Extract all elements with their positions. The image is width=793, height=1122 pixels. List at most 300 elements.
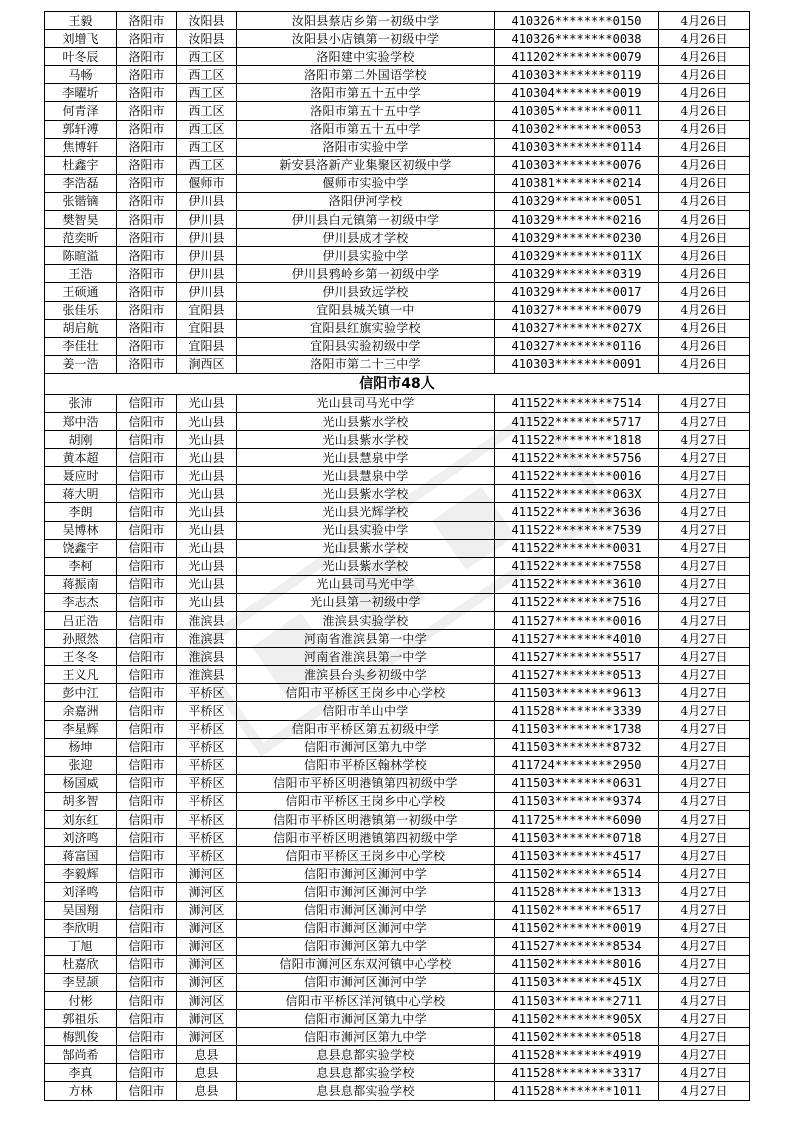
exam-date-cell: 4月27日	[659, 1046, 750, 1064]
exam-date-cell: 4月26日	[659, 229, 750, 247]
student-name-cell: 焦博轩	[45, 138, 117, 156]
id-number-cell: 411502********6517	[495, 901, 659, 919]
city-cell: 洛阳市	[117, 66, 177, 84]
city-cell: 洛阳市	[117, 48, 177, 66]
id-number-cell: 411522********0016	[495, 467, 659, 485]
student-name-cell: 郜尚希	[45, 1046, 117, 1064]
student-name-cell: 胡刚	[45, 431, 117, 449]
school-cell: 信阳市浉河区浉河中学	[237, 883, 495, 901]
exam-date-cell: 4月27日	[659, 774, 750, 792]
student-name-cell: 李真	[45, 1064, 117, 1082]
table-row	[45, 84, 750, 102]
school-cell: 光山县紫水学校	[237, 557, 495, 575]
exam-date-cell: 4月27日	[659, 521, 750, 539]
district-cell: 西工区	[177, 120, 237, 138]
id-number-cell: 411522********063X	[495, 485, 659, 503]
school-cell: 淮滨县实验学校	[237, 612, 495, 630]
student-name-cell: 蒋富国	[45, 847, 117, 865]
table-row	[45, 720, 750, 738]
table-row	[45, 1082, 750, 1100]
id-number-cell: 411724********2950	[495, 756, 659, 774]
school-cell: 洛阳市实验中学	[237, 138, 495, 156]
city-cell: 信阳市	[117, 666, 177, 684]
city-cell: 信阳市	[117, 756, 177, 774]
city-cell: 信阳市	[117, 521, 177, 539]
exam-date-cell: 4月27日	[659, 557, 750, 575]
school-cell: 信阳市平桥区王岗乡中心学校	[237, 792, 495, 810]
id-number-cell: 410329********0017	[495, 283, 659, 301]
school-cell: 光山县紫水学校	[237, 485, 495, 503]
student-name-cell: 杜鑫宇	[45, 156, 117, 174]
school-cell: 伊川县白元镇第一初级中学	[237, 211, 495, 229]
exam-date-cell: 4月27日	[659, 829, 750, 847]
id-number-cell: 411522********7514	[495, 394, 659, 412]
district-cell: 淮滨县	[177, 630, 237, 648]
school-cell: 宜阳县实验初级中学	[237, 337, 495, 355]
district-cell: 浉河区	[177, 955, 237, 973]
exam-date-cell: 4月27日	[659, 575, 750, 593]
table-row	[45, 937, 750, 955]
id-number-cell: 411528********4919	[495, 1046, 659, 1064]
id-number-cell: 411502********8016	[495, 955, 659, 973]
exam-date-cell: 4月27日	[659, 919, 750, 937]
id-number-cell: 411202********0079	[495, 48, 659, 66]
city-cell: 信阳市	[117, 1010, 177, 1028]
exam-date-cell: 4月27日	[659, 485, 750, 503]
exam-date-cell: 4月27日	[659, 720, 750, 738]
city-cell: 信阳市	[117, 394, 177, 412]
school-cell: 新安县洛新产业集聚区初级中学	[237, 156, 495, 174]
city-cell: 信阳市	[117, 630, 177, 648]
student-name-cell: 张锴镝	[45, 192, 117, 210]
id-number-cell: 411528********1011	[495, 1082, 659, 1100]
table-row	[45, 557, 750, 575]
city-cell: 洛阳市	[117, 247, 177, 265]
student-name-cell: 马畅	[45, 66, 117, 84]
roster-table	[44, 11, 750, 1101]
district-cell: 光山县	[177, 467, 237, 485]
exam-date-cell: 4月27日	[659, 648, 750, 666]
student-name-cell: 姜一浩	[45, 355, 117, 373]
district-cell: 西工区	[177, 84, 237, 102]
id-number-cell: 411522********3636	[495, 503, 659, 521]
student-name-cell: 杜嘉欣	[45, 955, 117, 973]
table-row	[45, 684, 750, 702]
district-cell: 光山县	[177, 412, 237, 430]
district-cell: 西工区	[177, 138, 237, 156]
student-name-cell: 张佳乐	[45, 301, 117, 319]
id-number-cell: 411522********5717	[495, 412, 659, 430]
id-number-cell: 410305********0011	[495, 102, 659, 120]
table-row	[45, 630, 750, 648]
city-cell: 洛阳市	[117, 301, 177, 319]
school-cell: 洛阳伊河学校	[237, 192, 495, 210]
district-cell: 光山县	[177, 394, 237, 412]
table-row	[45, 792, 750, 810]
school-cell: 偃师市实验中学	[237, 174, 495, 192]
student-name-cell: 李欣明	[45, 919, 117, 937]
id-number-cell: 410329********0230	[495, 229, 659, 247]
school-cell: 河南省淮滨县第一中学	[237, 630, 495, 648]
city-cell: 洛阳市	[117, 211, 177, 229]
district-cell: 淮滨县	[177, 648, 237, 666]
city-cell: 信阳市	[117, 648, 177, 666]
table-row	[45, 648, 750, 666]
id-number-cell: 410303********0076	[495, 156, 659, 174]
table-row	[45, 211, 750, 229]
id-number-cell: 410326********0038	[495, 30, 659, 48]
district-cell: 平桥区	[177, 738, 237, 756]
table-row	[45, 102, 750, 120]
district-cell: 平桥区	[177, 774, 237, 792]
id-number-cell: 411527********0016	[495, 612, 659, 630]
district-cell: 浉河区	[177, 865, 237, 883]
school-cell: 淮滨县台头乡初级中学	[237, 666, 495, 684]
table-row	[45, 485, 750, 503]
table-row	[45, 883, 750, 901]
student-name-cell: 刘泽鸣	[45, 883, 117, 901]
exam-date-cell: 4月26日	[659, 120, 750, 138]
student-name-cell: 胡启航	[45, 319, 117, 337]
table-row	[45, 1064, 750, 1082]
city-cell: 信阳市	[117, 991, 177, 1009]
table-row	[45, 756, 750, 774]
exam-date-cell: 4月27日	[659, 973, 750, 991]
table-row	[45, 991, 750, 1009]
district-cell: 浉河区	[177, 1028, 237, 1046]
school-cell: 信阳市平桥区第五初级中学	[237, 720, 495, 738]
exam-date-cell: 4月26日	[659, 192, 750, 210]
school-cell: 信阳市浉河区第九中学	[237, 738, 495, 756]
school-cell: 洛阳建中实验学校	[237, 48, 495, 66]
school-cell: 伊川县成才学校	[237, 229, 495, 247]
school-cell: 信阳市平桥区翰林学校	[237, 756, 495, 774]
id-number-cell: 411503********8732	[495, 738, 659, 756]
district-cell: 平桥区	[177, 702, 237, 720]
school-cell: 伊川县致远学校	[237, 283, 495, 301]
exam-date-cell: 4月27日	[659, 847, 750, 865]
school-cell: 光山县实验中学	[237, 521, 495, 539]
city-cell: 信阳市	[117, 738, 177, 756]
city-cell: 信阳市	[117, 1028, 177, 1046]
exam-date-cell: 4月26日	[659, 48, 750, 66]
school-cell: 信阳市浉河区第九中学	[237, 937, 495, 955]
exam-date-cell: 4月26日	[659, 283, 750, 301]
student-name-cell: 王义凡	[45, 666, 117, 684]
city-cell: 信阳市	[117, 774, 177, 792]
city-cell: 信阳市	[117, 829, 177, 847]
id-number-cell: 410327********0116	[495, 337, 659, 355]
student-name-cell: 刘济鸣	[45, 829, 117, 847]
id-number-cell: 411522********7539	[495, 521, 659, 539]
student-name-cell: 杨国威	[45, 774, 117, 792]
district-cell: 光山县	[177, 431, 237, 449]
city-cell: 信阳市	[117, 593, 177, 611]
district-cell: 西工区	[177, 102, 237, 120]
table-row	[45, 301, 750, 319]
exam-date-cell: 4月27日	[659, 901, 750, 919]
district-cell: 伊川县	[177, 192, 237, 210]
table-row	[45, 1028, 750, 1046]
student-name-cell: 李朗	[45, 503, 117, 521]
city-cell: 洛阳市	[117, 102, 177, 120]
section-title: 信阳市48人	[45, 373, 750, 394]
city-cell: 洛阳市	[117, 229, 177, 247]
section-header-row	[45, 373, 750, 394]
id-number-cell: 410303********0091	[495, 355, 659, 373]
district-cell: 伊川县	[177, 283, 237, 301]
id-number-cell: 411503********1738	[495, 720, 659, 738]
school-cell: 宜阳县红旗实验学校	[237, 319, 495, 337]
student-name-cell: 吴国翔	[45, 901, 117, 919]
student-name-cell: 丁旭	[45, 937, 117, 955]
district-cell: 浉河区	[177, 883, 237, 901]
district-cell: 伊川县	[177, 265, 237, 283]
exam-date-cell: 4月26日	[659, 355, 750, 373]
student-name-cell: 李星辉	[45, 720, 117, 738]
district-cell: 浉河区	[177, 973, 237, 991]
student-name-cell: 王冬冬	[45, 648, 117, 666]
school-cell: 洛阳市第五十五中学	[237, 84, 495, 102]
student-name-cell: 范奕昕	[45, 229, 117, 247]
district-cell: 汝阳县	[177, 12, 237, 30]
student-name-cell: 王浩	[45, 265, 117, 283]
city-cell: 信阳市	[117, 865, 177, 883]
city-cell: 信阳市	[117, 684, 177, 702]
school-cell: 信阳市浉河区第九中学	[237, 1028, 495, 1046]
district-cell: 光山县	[177, 539, 237, 557]
id-number-cell: 411502********0019	[495, 919, 659, 937]
exam-date-cell: 4月26日	[659, 138, 750, 156]
exam-date-cell: 4月26日	[659, 174, 750, 192]
table-row	[45, 355, 750, 373]
exam-date-cell: 4月26日	[659, 337, 750, 355]
district-cell: 光山县	[177, 449, 237, 467]
table-row	[45, 702, 750, 720]
id-number-cell: 410303********0114	[495, 138, 659, 156]
exam-date-cell: 4月26日	[659, 211, 750, 229]
student-name-cell: 刘东红	[45, 811, 117, 829]
district-cell: 伊川县	[177, 211, 237, 229]
table-row	[45, 539, 750, 557]
exam-date-cell: 4月27日	[659, 431, 750, 449]
city-cell: 洛阳市	[117, 174, 177, 192]
exam-date-cell: 4月27日	[659, 1064, 750, 1082]
table-row	[45, 829, 750, 847]
school-cell: 光山县光辉学校	[237, 503, 495, 521]
id-number-cell: 410381********0214	[495, 174, 659, 192]
student-name-cell: 张迎	[45, 756, 117, 774]
id-number-cell: 410329********011X	[495, 247, 659, 265]
student-name-cell: 黄本超	[45, 449, 117, 467]
id-number-cell: 411527********5517	[495, 648, 659, 666]
city-cell: 洛阳市	[117, 265, 177, 283]
table-row	[45, 774, 750, 792]
city-cell: 信阳市	[117, 919, 177, 937]
exam-date-cell: 4月27日	[659, 1082, 750, 1100]
student-name-cell: 李柯	[45, 557, 117, 575]
id-number-cell: 411503********2711	[495, 991, 659, 1009]
table-row	[45, 431, 750, 449]
student-name-cell: 王硕通	[45, 283, 117, 301]
district-cell: 平桥区	[177, 792, 237, 810]
school-cell: 信阳市浉河区浉河中学	[237, 919, 495, 937]
id-number-cell: 411528********1313	[495, 883, 659, 901]
student-name-cell: 杨坤	[45, 738, 117, 756]
exam-date-cell: 4月27日	[659, 865, 750, 883]
student-name-cell: 何青泽	[45, 102, 117, 120]
id-number-cell: 411503********0718	[495, 829, 659, 847]
id-number-cell: 411522********0031	[495, 539, 659, 557]
table-row	[45, 66, 750, 84]
district-cell: 平桥区	[177, 811, 237, 829]
exam-date-cell: 4月27日	[659, 955, 750, 973]
table-row	[45, 865, 750, 883]
id-number-cell: 410326********0150	[495, 12, 659, 30]
table-row	[45, 666, 750, 684]
school-cell: 光山县慧泉中学	[237, 449, 495, 467]
table-row	[45, 156, 750, 174]
exam-date-cell: 4月27日	[659, 991, 750, 1009]
exam-date-cell: 4月26日	[659, 102, 750, 120]
table-row	[45, 901, 750, 919]
district-cell: 息县	[177, 1046, 237, 1064]
district-cell: 伊川县	[177, 247, 237, 265]
school-cell: 伊川县鸦岭乡第一初级中学	[237, 265, 495, 283]
student-name-cell: 孙照然	[45, 630, 117, 648]
table-row	[45, 811, 750, 829]
id-number-cell: 410329********0216	[495, 211, 659, 229]
school-cell: 光山县第一初级中学	[237, 593, 495, 611]
school-cell: 光山县司马光中学	[237, 394, 495, 412]
city-cell: 洛阳市	[117, 192, 177, 210]
id-number-cell: 410329********0051	[495, 192, 659, 210]
exam-date-cell: 4月27日	[659, 756, 750, 774]
city-cell: 洛阳市	[117, 84, 177, 102]
exam-date-cell: 4月27日	[659, 449, 750, 467]
student-name-cell: 饶鑫宇	[45, 539, 117, 557]
id-number-cell: 411502********0518	[495, 1028, 659, 1046]
exam-date-cell: 4月26日	[659, 319, 750, 337]
exam-date-cell: 4月26日	[659, 84, 750, 102]
exam-date-cell: 4月26日	[659, 12, 750, 30]
school-cell: 光山县紫水学校	[237, 431, 495, 449]
city-cell: 洛阳市	[117, 156, 177, 174]
id-number-cell: 411527********4010	[495, 630, 659, 648]
exam-date-cell: 4月27日	[659, 412, 750, 430]
district-cell: 伊川县	[177, 229, 237, 247]
exam-date-cell: 4月27日	[659, 539, 750, 557]
school-cell: 信阳市平桥区洋河镇中心学校	[237, 991, 495, 1009]
id-number-cell: 410327********0079	[495, 301, 659, 319]
school-cell: 光山县司马光中学	[237, 575, 495, 593]
district-cell: 宜阳县	[177, 319, 237, 337]
id-number-cell: 411522********7558	[495, 557, 659, 575]
table-row	[45, 575, 750, 593]
school-cell: 信阳市浉河区浉河中学	[237, 865, 495, 883]
exam-date-cell: 4月27日	[659, 612, 750, 630]
table-row	[45, 612, 750, 630]
student-name-cell: 梅凯俊	[45, 1028, 117, 1046]
table-row	[45, 521, 750, 539]
exam-date-cell: 4月27日	[659, 1028, 750, 1046]
student-name-cell: 李志杰	[45, 593, 117, 611]
city-cell: 信阳市	[117, 557, 177, 575]
school-cell: 洛阳市第五十五中学	[237, 102, 495, 120]
table-row	[45, 955, 750, 973]
school-cell: 信阳市平桥区王岗乡中心学校	[237, 684, 495, 702]
exam-date-cell: 4月26日	[659, 30, 750, 48]
table-row	[45, 1046, 750, 1064]
id-number-cell: 411528********3317	[495, 1064, 659, 1082]
table-row	[45, 48, 750, 66]
id-number-cell: 410303********0119	[495, 66, 659, 84]
id-number-cell: 411503********0631	[495, 774, 659, 792]
city-cell: 洛阳市	[117, 355, 177, 373]
table-row	[45, 337, 750, 355]
table-row	[45, 394, 750, 412]
city-cell: 信阳市	[117, 792, 177, 810]
id-number-cell: 411503********451X	[495, 973, 659, 991]
student-name-cell: 蒋大明	[45, 485, 117, 503]
id-number-cell: 410329********0319	[495, 265, 659, 283]
city-cell: 信阳市	[117, 485, 177, 503]
exam-date-cell: 4月26日	[659, 265, 750, 283]
city-cell: 信阳市	[117, 1082, 177, 1100]
city-cell: 信阳市	[117, 973, 177, 991]
district-cell: 光山县	[177, 557, 237, 575]
school-cell: 信阳市平桥区明港镇第一初级中学	[237, 811, 495, 829]
district-cell: 光山县	[177, 593, 237, 611]
school-cell: 息县息都实验学校	[237, 1046, 495, 1064]
city-cell: 信阳市	[117, 575, 177, 593]
school-cell: 宜阳县城关镇一中	[237, 301, 495, 319]
city-cell: 信阳市	[117, 612, 177, 630]
district-cell: 浉河区	[177, 937, 237, 955]
table-row	[45, 919, 750, 937]
district-cell: 西工区	[177, 156, 237, 174]
city-cell: 洛阳市	[117, 138, 177, 156]
table-row	[45, 174, 750, 192]
school-cell: 光山县紫水学校	[237, 539, 495, 557]
school-cell: 信阳市平桥区王岗乡中心学校	[237, 847, 495, 865]
city-cell: 信阳市	[117, 955, 177, 973]
student-name-cell: 聂应时	[45, 467, 117, 485]
id-number-cell: 411503********4517	[495, 847, 659, 865]
student-name-cell: 张沛	[45, 394, 117, 412]
exam-date-cell: 4月27日	[659, 684, 750, 702]
exam-date-cell: 4月26日	[659, 66, 750, 84]
id-number-cell: 411528********3339	[495, 702, 659, 720]
student-name-cell: 李佳壮	[45, 337, 117, 355]
city-cell: 信阳市	[117, 1046, 177, 1064]
school-cell: 洛阳市第五十五中学	[237, 120, 495, 138]
student-name-cell: 方林	[45, 1082, 117, 1100]
city-cell: 洛阳市	[117, 120, 177, 138]
school-cell: 信阳市浉河区第九中学	[237, 1010, 495, 1028]
school-cell: 洛阳市第二外国语学校	[237, 66, 495, 84]
city-cell: 信阳市	[117, 467, 177, 485]
id-number-cell: 411522********5756	[495, 449, 659, 467]
school-cell: 河南省淮滨县第一中学	[237, 648, 495, 666]
table-row	[45, 283, 750, 301]
district-cell: 浉河区	[177, 919, 237, 937]
district-cell: 平桥区	[177, 829, 237, 847]
id-number-cell: 410302********0053	[495, 120, 659, 138]
student-name-cell: 王毅	[45, 12, 117, 30]
city-cell: 信阳市	[117, 503, 177, 521]
table-row	[45, 847, 750, 865]
